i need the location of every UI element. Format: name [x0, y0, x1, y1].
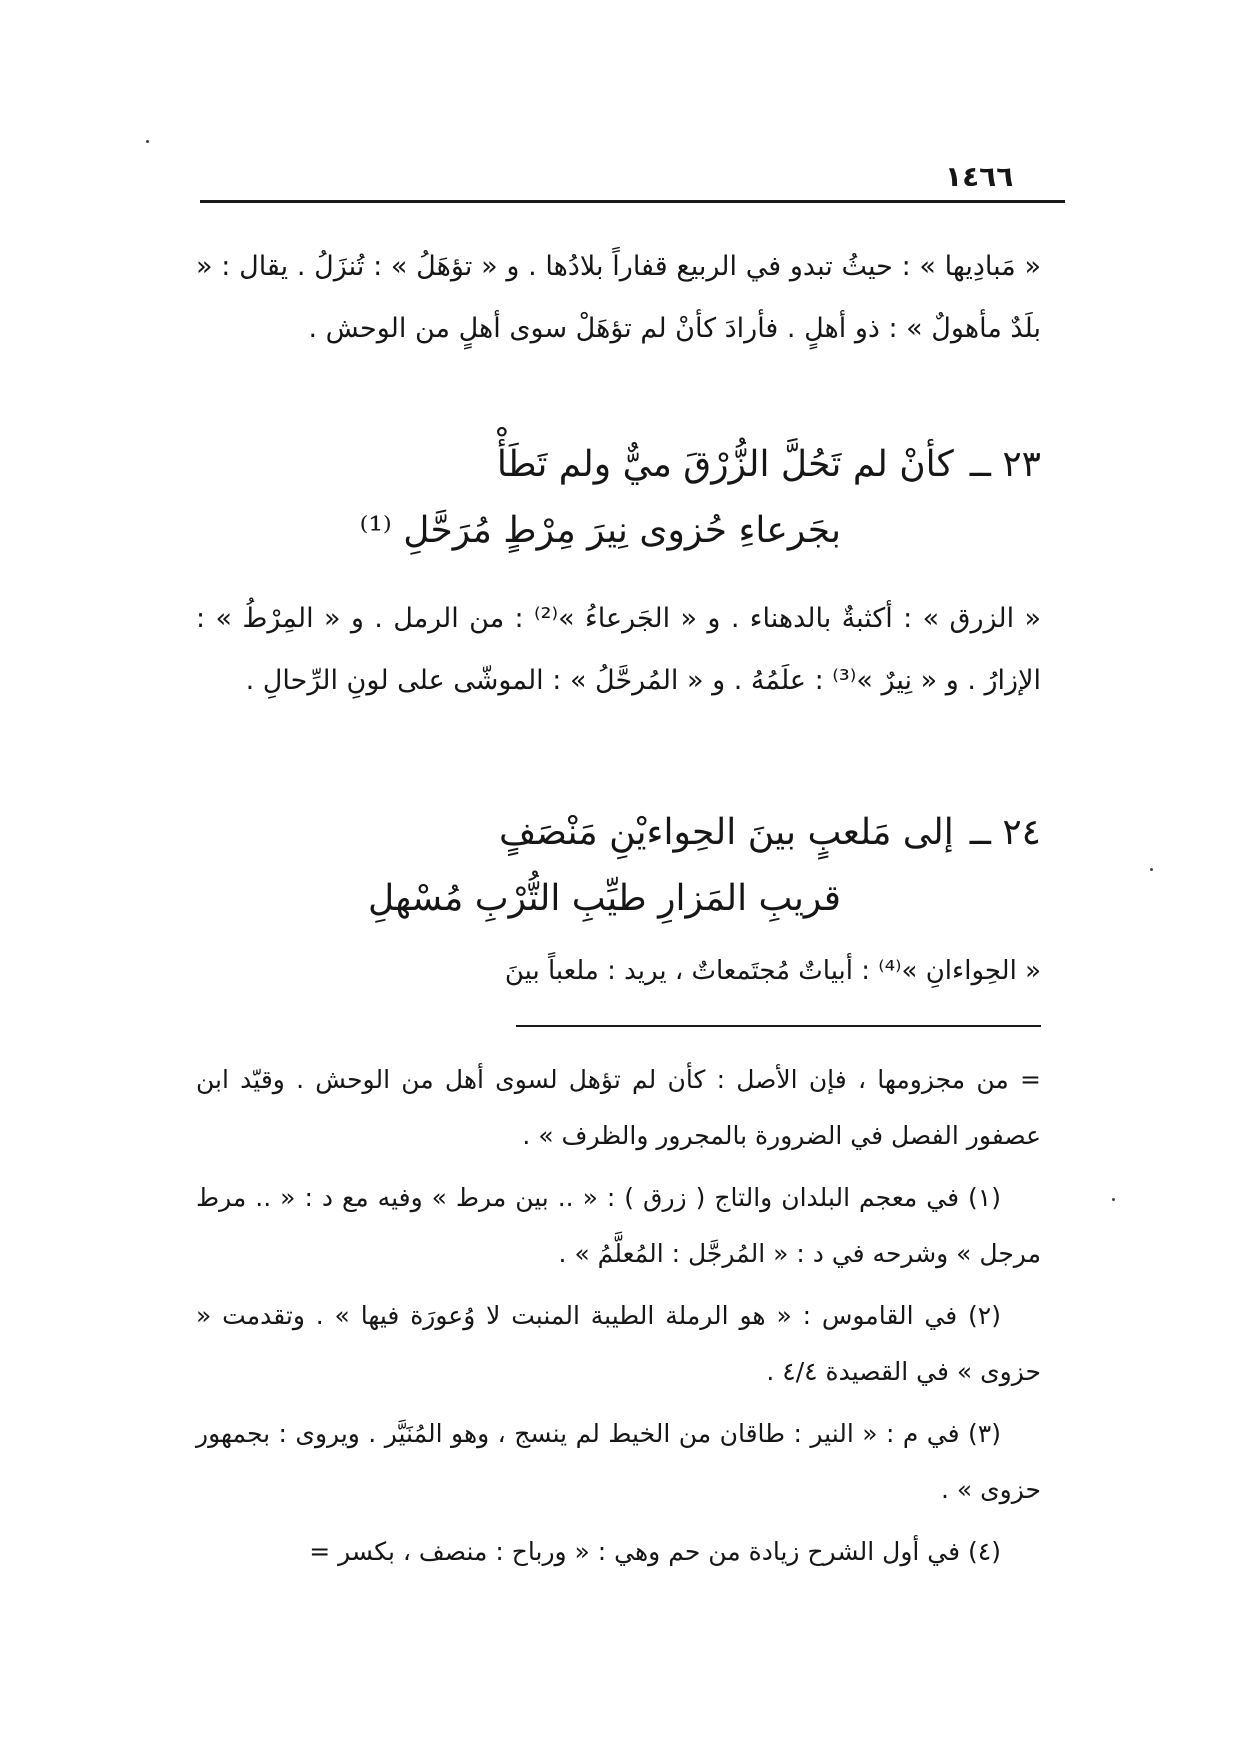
footnote-separator [516, 1025, 1041, 1027]
verse-24-first-text: إلى مَلعبٍ بينَ الحِواءيْنِ مَنْصَفٍ [499, 812, 954, 853]
header-rule [200, 200, 1065, 203]
verse-24-second-hemistich: قريبِ المَزارِ طيِّبِ التُّرْبِ مُسْهلِ [368, 878, 841, 919]
footnotes-section [196, 1052, 1041, 1586]
scan-speck [1150, 868, 1153, 871]
commentary-paragraph-1: « مَبادِيها » : حيثُ تبدو في الربيع قفاراً بلادُها . و « تؤهَلُ » : تُنزَلُ . يقال : « بلَدٌ مأهولٌ » : ذو أهلٍ . فأرادَ كأنْ لم تؤهَلْ سوى أهلٍ من الوحش . [196, 251, 1041, 344]
verse-23 [181, 432, 1041, 564]
verse-24-first-hemistich [181, 800, 1041, 866]
verse-24 [181, 800, 1041, 932]
footnote-3: (٣) في م : « النير : طاقان من الخيط لم ينسج ، وهو المُنَيَّر . ويروى : بجمهور حزوى » . [196, 1419, 1041, 1504]
commentary-paragraph-3: « الحِواءانِ »⁽⁴⁾ : أبياتٌ مُجتَمعاتٌ ، يريد : ملعباً بينَ [504, 956, 1041, 986]
verse-24-number: ٢٤ ــ [969, 812, 1041, 853]
commentary-paragraph-2: « الزرق » : أكثبةٌ بالدهناء . و « الجَرعاءُ »⁽²⁾ : من الرمل . و « المِرْطُ » : الإزارُ . و « نِيرٌ »⁽³⁾ : علَمُهُ . و « المُرحَّلُ » : الموشّى على لونِ الرِّحالِ . [196, 603, 1042, 696]
footnote-continuation: = من مجزومها ، فإن الأصل : كأن لم تؤهل لسوى أهل من الوحش . وقيّد ابن عصفور الفصل في الضرورة بالمجرور والظرف » . [196, 1065, 1041, 1150]
scan-speck [146, 140, 149, 143]
footnote-2: (٢) في القاموس : « هو الرملة الطيبة المنبت لا وُعورَة فيها » . وتقدمت « حزوى » في القصيدة ٤/٤ . [196, 1301, 1041, 1386]
verse-23-second-hemistich: بجَرعاءِ حُزوى نِيرَ مِرْطٍ مُرَحَّلِ ⁽¹⁾ [359, 510, 841, 551]
footnote-1: (١) في معجم البلدان والتاج ( زرق ) : « .. بين مرط » وفيه مع د : « .. مرط مرجل » وشرحه في د : « المُرجَّل : المُعلَّمُ » . [196, 1183, 1041, 1268]
footnote-4: (٤) في أول الشرح زيادة من حم وهي : « ورباح : منصف ، بكسر = [309, 1537, 1001, 1566]
verse-23-first-text: كأنْ لم تَحُلَّ الزُّرْقَ ميٌّ ولم تَطَأْ [496, 444, 954, 485]
verse-23-first-hemistich [181, 432, 1041, 498]
page-number: ١٤٦٦ [945, 160, 1014, 193]
scan-speck [1112, 1198, 1115, 1201]
verse-23-number: ٢٣ ــ [969, 444, 1041, 485]
